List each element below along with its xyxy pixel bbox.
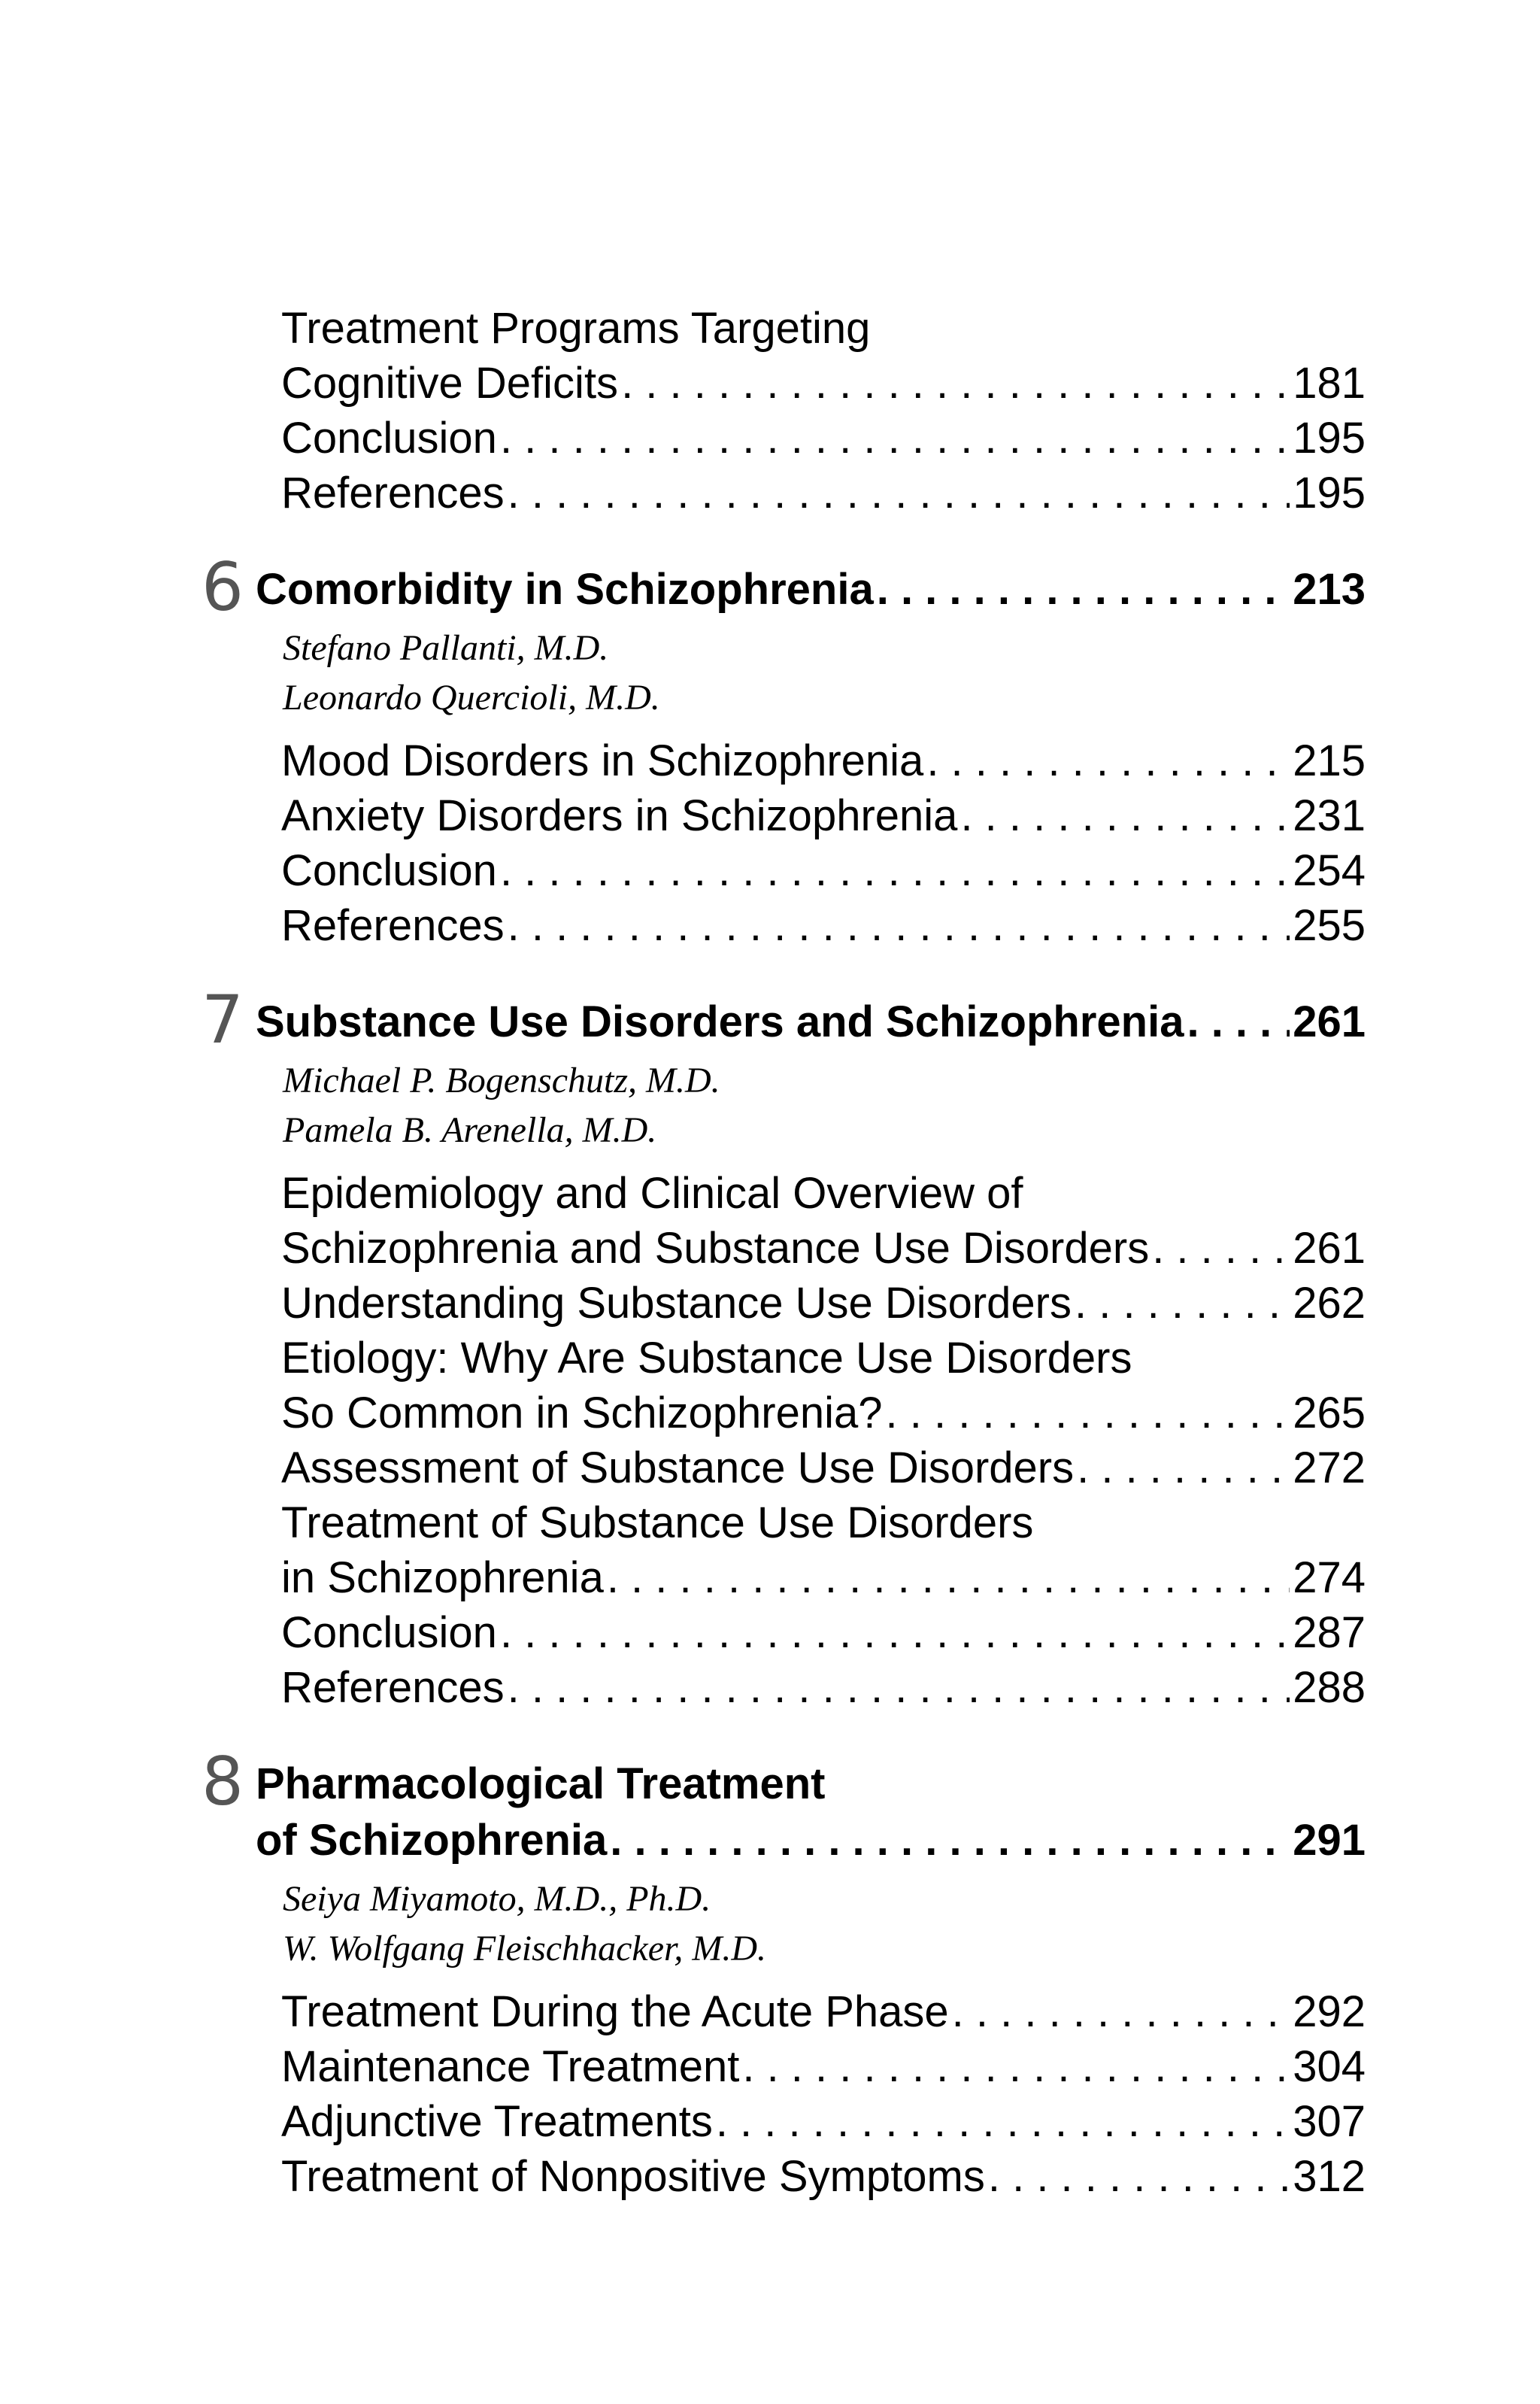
chapter-page: 213	[1293, 565, 1366, 614]
page-number: 181	[1293, 359, 1366, 408]
entry-title: References	[281, 1663, 505, 1712]
dot-leader	[886, 1386, 1290, 1440]
chapter-8	[202, 1743, 1366, 2204]
page-number: 274	[1293, 1553, 1366, 1602]
chapter-number: 6	[202, 548, 244, 626]
chapter-title-line: Pharmacological Treatment	[256, 1759, 826, 1808]
author: Seiya Miyamoto, M.D., Ph.D.	[283, 1879, 711, 1919]
chapter-heading[interactable]	[202, 981, 1366, 1058]
entry-title: Conclusion	[281, 414, 497, 463]
dot-leader	[877, 561, 1290, 618]
dot-leader	[508, 1660, 1290, 1715]
toc-entry[interactable]	[202, 1166, 1366, 1276]
entry-title: Maintenance Treatment	[281, 2042, 740, 2091]
dot-leader	[1152, 1221, 1290, 1276]
entry-title: References	[281, 469, 505, 518]
chapter-page: 291	[1293, 1816, 1366, 1865]
page-number: 265	[1293, 1389, 1366, 1437]
entry-title: Adjunctive Treatments	[281, 2097, 713, 2146]
toc-entry[interactable]	[281, 733, 1366, 788]
page-number: 272	[1293, 1443, 1366, 1492]
entry-title: Conclusion	[281, 1608, 497, 1657]
page-number: 254	[1293, 846, 1366, 895]
page-number: 215	[1293, 736, 1366, 785]
entry-title: Assessment of Substance Use Disorders	[281, 1443, 1075, 1492]
chapter-heading[interactable]	[202, 1743, 1366, 1868]
entry-title: Cognitive Deficits	[281, 359, 619, 408]
toc-entry[interactable]	[202, 301, 1366, 411]
toc-entry[interactable]	[281, 411, 1366, 466]
entry-title-line: Epidemiology and Clinical Overview of	[281, 1169, 1023, 1218]
author: Michael P. Bogenschutz, M.D.	[283, 1061, 720, 1100]
dot-leader	[1077, 1440, 1290, 1495]
chapter-authors	[283, 1874, 1366, 1974]
page-number: 307	[1293, 2097, 1366, 2146]
chapter-6	[202, 548, 1366, 953]
dot-leader	[508, 466, 1290, 521]
toc-entry[interactable]	[281, 1605, 1366, 1660]
toc-entry[interactable]	[281, 898, 1366, 953]
dot-leader	[610, 1812, 1290, 1868]
toc-entry[interactable]	[281, 1660, 1366, 1715]
page-number: 195	[1293, 469, 1366, 518]
toc-entry[interactable]	[281, 843, 1366, 898]
author: W. Wolfgang Fleischhacker, M.D.	[283, 1929, 767, 1968]
chapter-authors	[283, 1056, 1366, 1155]
toc-entry[interactable]	[281, 1440, 1366, 1495]
entry-title-line: Treatment of Substance Use Disorders	[281, 1498, 1034, 1547]
entry-title: Understanding Substance Use Disorders	[281, 1279, 1072, 1328]
page-number: 287	[1293, 1608, 1366, 1657]
chapter-title: Comorbidity in Schizophrenia	[256, 565, 874, 614]
page-number: 304	[1293, 2042, 1366, 2091]
dot-leader	[716, 2094, 1290, 2149]
entry-title: So Common in Schizophrenia?	[281, 1389, 883, 1437]
entry-title: in Schizophrenia	[281, 1553, 604, 1602]
entry-title: References	[281, 901, 505, 950]
toc-entry[interactable]	[281, 1984, 1366, 2039]
toc-entry[interactable]	[281, 2039, 1366, 2094]
chapter-page: 261	[1293, 997, 1366, 1046]
dot-leader	[500, 1605, 1290, 1660]
entry-title: Schizophrenia and Substance Use Disorders	[281, 1224, 1150, 1273]
author: Stefano Pallanti, M.D.	[283, 628, 609, 668]
page-number: 195	[1293, 414, 1366, 463]
chapter-authors	[283, 624, 1366, 723]
entry-title-line: Etiology: Why Are Substance Use Disorders	[281, 1334, 1132, 1383]
dot-leader	[1187, 994, 1290, 1050]
page-number: 231	[1293, 791, 1366, 840]
entry-title: Treatment During the Acute Phase	[281, 1987, 949, 2036]
dot-leader	[500, 843, 1290, 898]
author: Pamela B. Arenella, M.D.	[283, 1110, 657, 1150]
chapter-7	[202, 981, 1366, 1715]
toc-entry[interactable]	[202, 1495, 1366, 1605]
page-number: 312	[1293, 2152, 1366, 2201]
author: Leonardo Quercioli, M.D.	[283, 678, 660, 718]
page-number: 255	[1293, 901, 1366, 950]
dot-leader	[500, 411, 1290, 466]
dot-leader	[952, 1984, 1290, 2039]
dot-leader	[742, 2039, 1290, 2094]
dot-leader	[621, 356, 1290, 411]
dot-leader	[960, 788, 1290, 843]
dot-leader	[508, 898, 1290, 953]
entry-title: Conclusion	[281, 846, 497, 895]
dot-leader	[1075, 1276, 1290, 1331]
toc-content	[202, 301, 1366, 2204]
dot-leader	[607, 1550, 1290, 1605]
toc-entry[interactable]	[281, 2094, 1366, 2149]
toc-entry[interactable]	[281, 466, 1366, 521]
entry-title: Anxiety Disorders in Schizophrenia	[281, 791, 958, 840]
chapter-number: 8	[202, 1743, 244, 1820]
entry-title: Treatment of Nonpositive Symptoms	[281, 2152, 985, 2201]
chapter-number: 7	[202, 981, 244, 1058]
page-number: 292	[1293, 1987, 1366, 2036]
page-number: 262	[1293, 1279, 1366, 1328]
entry-title-line: Treatment Programs Targeting	[281, 304, 871, 353]
chapter-heading[interactable]	[202, 548, 1366, 626]
chapter-title: of Schizophrenia	[256, 1816, 608, 1865]
entry-title: Mood Disorders in Schizophrenia	[281, 736, 924, 785]
page-number: 288	[1293, 1663, 1366, 1712]
toc-entry[interactable]	[281, 2149, 1366, 2204]
dot-leader	[988, 2149, 1290, 2204]
toc-entry[interactable]	[202, 1331, 1366, 1440]
toc-entry[interactable]	[281, 788, 1366, 843]
toc-entry[interactable]	[281, 1276, 1366, 1331]
page-number: 261	[1293, 1224, 1366, 1273]
dot-leader	[926, 733, 1290, 788]
chapter-title: Substance Use Disorders and Schizophrenia	[256, 997, 1184, 1046]
